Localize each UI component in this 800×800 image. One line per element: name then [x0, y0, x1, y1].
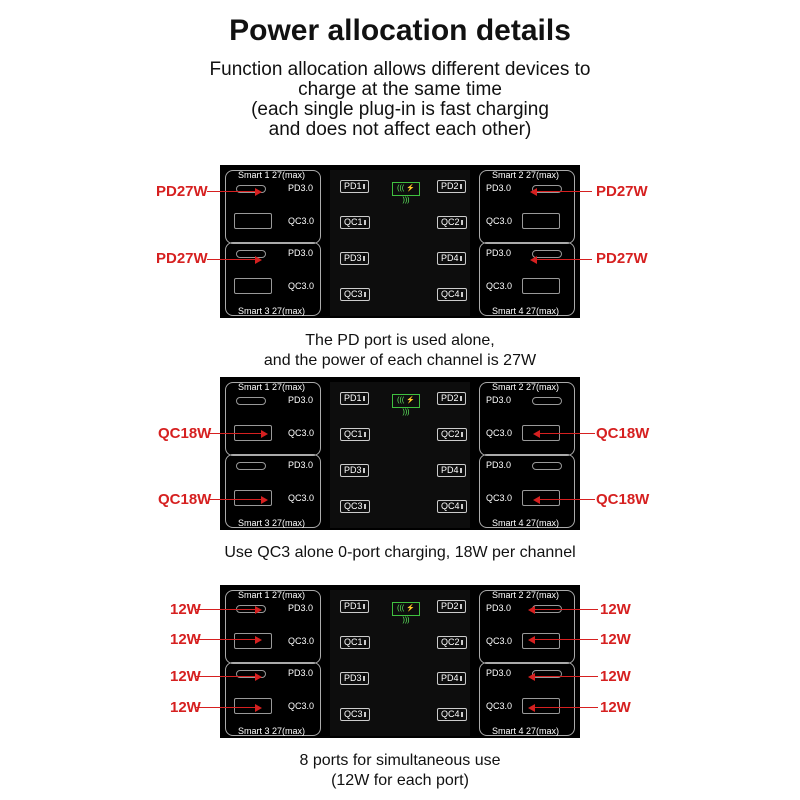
- smart-label: Smart 3 27(max): [238, 306, 306, 316]
- center-indicator-panel: [330, 170, 470, 316]
- caption-qc: [0, 543, 800, 563]
- qc-port-label: QC3.0: [486, 636, 513, 646]
- smart-1-group: [225, 590, 321, 664]
- arrow-line: [539, 499, 595, 500]
- smart-label: Smart 2 27(max): [492, 590, 560, 600]
- battery-tip-icon: [363, 256, 365, 261]
- arrow-line: [196, 639, 256, 640]
- arrow-line: [207, 191, 256, 192]
- charger-panel-all: [220, 585, 580, 738]
- arrow-line: [196, 676, 256, 677]
- caption-line: (12W for each port): [331, 772, 469, 789]
- caption-pd: [0, 331, 800, 371]
- pd-port-label: PD3.0: [288, 395, 314, 405]
- pd-port-label: PD3.0: [486, 668, 512, 678]
- wireless-charging-icon: ((( ⚡ ))): [392, 182, 420, 196]
- watt-label: 12W: [170, 631, 201, 648]
- port-indicator-badge: [340, 708, 370, 721]
- pd-port-label: PD3.0: [486, 183, 512, 193]
- caption-line: The PD port is used alone,: [305, 332, 495, 349]
- badge-label: PD1: [344, 601, 362, 611]
- center-indicator-panel: [330, 382, 470, 528]
- usb-a-port: [522, 213, 560, 229]
- arrow-line: [534, 639, 598, 640]
- usb-a-port: [234, 633, 272, 649]
- battery-tip-icon: [364, 220, 366, 225]
- badge-label: QC3: [344, 289, 363, 299]
- smart-label: Smart 1 27(max): [238, 170, 306, 180]
- battery-tip-icon: [363, 468, 365, 473]
- arrow-line: [208, 499, 262, 500]
- smart-4-group: [479, 242, 575, 316]
- port-indicator-badge: [340, 252, 369, 265]
- qc-port-label: QC3.0: [486, 701, 513, 711]
- qc-port-label: QC3.0: [486, 216, 513, 226]
- arrow-head-icon: [255, 606, 262, 614]
- watt-label: 12W: [600, 631, 631, 648]
- port-indicator-badge: [437, 600, 466, 613]
- arrow-line: [536, 259, 592, 260]
- battery-tip-icon: [363, 604, 365, 609]
- badge-label: PD2: [441, 393, 459, 403]
- qc-port-label: QC3.0: [288, 701, 315, 711]
- arrow-head-icon: [530, 188, 537, 196]
- usb-a-port: [234, 698, 272, 714]
- subtitle-line: and does not affect each other): [268, 119, 532, 140]
- badge-label: PD1: [344, 393, 362, 403]
- arrow-line: [196, 609, 256, 610]
- smart-4-group: [479, 454, 575, 528]
- watt-label: QC18W: [158, 425, 212, 442]
- arrow-line: [534, 609, 598, 610]
- smart-4-group: [479, 662, 575, 736]
- port-indicator-badge: [437, 672, 466, 685]
- battery-tip-icon: [460, 256, 462, 261]
- port-indicator-badge: [437, 216, 467, 229]
- battery-tip-icon: [460, 184, 462, 189]
- qc-port-label: QC3.0: [288, 636, 315, 646]
- usb-c-port: [532, 397, 562, 405]
- smart-3-group: [225, 662, 321, 736]
- watt-label: PD27W: [596, 183, 648, 200]
- usb-c-port: [236, 397, 266, 405]
- arrow-head-icon: [533, 496, 540, 504]
- arrow-head-icon: [533, 430, 540, 438]
- badge-label: PD1: [344, 181, 362, 191]
- caption-all: [0, 751, 800, 791]
- arrow-head-icon: [530, 256, 537, 264]
- usb-a-port: [234, 278, 272, 294]
- charger-panel-qc: [220, 377, 580, 530]
- port-indicator-badge: [340, 392, 369, 405]
- watt-label: 12W: [600, 601, 631, 618]
- pd-port-label: PD3.0: [288, 603, 314, 613]
- port-indicator-badge: [340, 288, 370, 301]
- smart-label: Smart 3 27(max): [238, 726, 306, 736]
- arrow-line: [539, 433, 595, 434]
- port-indicator-badge: [340, 428, 370, 441]
- watt-label: 12W: [600, 699, 631, 716]
- arrow-line: [534, 707, 598, 708]
- badge-label: PD3: [344, 673, 362, 683]
- watt-label: PD27W: [156, 183, 208, 200]
- arrow-head-icon: [261, 430, 268, 438]
- arrow-head-icon: [528, 704, 535, 712]
- badge-label: PD4: [441, 253, 459, 263]
- badge-label: QC1: [344, 429, 363, 439]
- battery-tip-icon: [461, 292, 463, 297]
- usb-a-port: [522, 278, 560, 294]
- battery-tip-icon: [461, 640, 463, 645]
- smart-label: Smart 4 27(max): [492, 518, 560, 528]
- badge-label: PD2: [441, 181, 459, 191]
- usb-a-port: [234, 213, 272, 229]
- badge-label: QC3: [344, 709, 363, 719]
- battery-tip-icon: [364, 712, 366, 717]
- badge-label: QC4: [441, 709, 460, 719]
- arrow-head-icon: [528, 673, 535, 681]
- caption-line: Use QC3 alone 0-port charging, 18W per channel: [224, 544, 576, 561]
- port-indicator-badge: [340, 216, 370, 229]
- arrow-head-icon: [255, 188, 262, 196]
- badge-label: QC3: [344, 501, 363, 511]
- pd-port-label: PD3.0: [288, 183, 314, 193]
- arrow-head-icon: [255, 256, 262, 264]
- subtitle-line: charge at the same time: [298, 79, 502, 100]
- smart-3-group: [225, 242, 321, 316]
- arrow-head-icon: [255, 636, 262, 644]
- watt-label: PD27W: [596, 250, 648, 267]
- caption-line: 8 ports for simultaneous use: [299, 752, 501, 769]
- port-indicator-badge: [340, 180, 369, 193]
- arrow-line: [196, 707, 256, 708]
- pd-port-label: PD3.0: [486, 395, 512, 405]
- subtitle: [0, 60, 800, 140]
- badge-label: PD4: [441, 465, 459, 475]
- battery-tip-icon: [363, 184, 365, 189]
- page-title: Power allocation details: [229, 14, 571, 47]
- battery-tip-icon: [460, 468, 462, 473]
- battery-tip-icon: [364, 504, 366, 509]
- smart-2-group: [479, 382, 575, 456]
- smart-label: Smart 4 27(max): [492, 726, 560, 736]
- subtitle-line: (each single plug-in is fast charging: [251, 99, 549, 120]
- battery-tip-icon: [460, 604, 462, 609]
- qc-port-label: QC3.0: [486, 428, 513, 438]
- battery-tip-icon: [461, 220, 463, 225]
- usb-c-port: [532, 462, 562, 470]
- arrow-line: [207, 259, 256, 260]
- smart-label: Smart 4 27(max): [492, 306, 560, 316]
- watt-label: 12W: [600, 668, 631, 685]
- smart-label: Smart 1 27(max): [238, 382, 306, 392]
- badge-label: QC2: [441, 429, 460, 439]
- port-indicator-badge: [437, 500, 467, 513]
- battery-tip-icon: [363, 676, 365, 681]
- wireless-charging-icon: ((( ⚡ ))): [392, 394, 420, 408]
- port-indicator-badge: [340, 672, 369, 685]
- smart-2-group: [479, 590, 575, 664]
- battery-tip-icon: [364, 292, 366, 297]
- smart-1-group: [225, 382, 321, 456]
- arrow-head-icon: [528, 636, 535, 644]
- smart-1-group: [225, 170, 321, 244]
- port-indicator-badge: [340, 600, 369, 613]
- port-indicator-badge: [340, 636, 370, 649]
- badge-label: QC2: [441, 637, 460, 647]
- port-indicator-badge: [437, 288, 467, 301]
- port-indicator-badge: [437, 464, 466, 477]
- watt-label: 12W: [170, 668, 201, 685]
- port-indicator-badge: [437, 252, 466, 265]
- battery-tip-icon: [461, 712, 463, 717]
- watt-label: 12W: [170, 601, 201, 618]
- badge-label: PD2: [441, 601, 459, 611]
- badge-label: QC4: [441, 501, 460, 511]
- watt-label: QC18W: [158, 491, 212, 508]
- pd-port-label: PD3.0: [288, 460, 314, 470]
- battery-tip-icon: [461, 504, 463, 509]
- badge-label: QC1: [344, 637, 363, 647]
- arrow-head-icon: [255, 704, 262, 712]
- smart-3-group: [225, 454, 321, 528]
- badge-label: PD3: [344, 253, 362, 263]
- badge-label: QC1: [344, 217, 363, 227]
- wireless-charging-icon: ((( ⚡ ))): [392, 602, 420, 616]
- usb-c-port: [236, 462, 266, 470]
- badge-label: PD4: [441, 673, 459, 683]
- qc-port-label: QC3.0: [288, 493, 315, 503]
- smart-label: Smart 3 27(max): [238, 518, 306, 528]
- port-indicator-badge: [437, 708, 467, 721]
- qc-port-label: QC3.0: [288, 281, 315, 291]
- arrow-head-icon: [255, 673, 262, 681]
- pd-port-label: PD3.0: [486, 603, 512, 613]
- watt-label: QC18W: [596, 425, 650, 442]
- badge-label: QC4: [441, 289, 460, 299]
- caption-line: and the power of each channel is 27W: [263, 352, 537, 369]
- port-indicator-badge: [340, 464, 369, 477]
- battery-tip-icon: [460, 676, 462, 681]
- qc-port-label: QC3.0: [486, 493, 513, 503]
- pd-port-label: PD3.0: [288, 248, 314, 258]
- badge-label: PD3: [344, 465, 362, 475]
- smart-label: Smart 2 27(max): [492, 170, 560, 180]
- pd-port-label: PD3.0: [486, 248, 512, 258]
- arrow-line: [536, 191, 592, 192]
- watt-label: 12W: [170, 699, 201, 716]
- battery-tip-icon: [460, 396, 462, 401]
- battery-tip-icon: [364, 640, 366, 645]
- port-indicator-badge: [437, 392, 466, 405]
- pd-port-label: PD3.0: [288, 668, 314, 678]
- qc-port-label: QC3.0: [288, 216, 315, 226]
- charger-panel-pd: [220, 165, 580, 318]
- smart-2-group: [479, 170, 575, 244]
- port-indicator-badge: [340, 500, 370, 513]
- center-indicator-panel: [330, 590, 470, 736]
- port-indicator-badge: [437, 180, 466, 193]
- battery-tip-icon: [363, 396, 365, 401]
- arrow-line: [208, 433, 262, 434]
- usb-a-port: [522, 490, 560, 506]
- watt-label: QC18W: [596, 491, 650, 508]
- smart-label: Smart 1 27(max): [238, 590, 306, 600]
- arrow-head-icon: [528, 606, 535, 614]
- subtitle-line: Function allocation allows different devices to: [209, 59, 591, 80]
- qc-port-label: QC3.0: [288, 428, 315, 438]
- pd-port-label: PD3.0: [486, 460, 512, 470]
- qc-port-label: QC3.0: [486, 281, 513, 291]
- port-indicator-badge: [437, 428, 467, 441]
- watt-label: PD27W: [156, 250, 208, 267]
- arrow-head-icon: [261, 496, 268, 504]
- smart-label: Smart 2 27(max): [492, 382, 560, 392]
- badge-label: QC2: [441, 217, 460, 227]
- arrow-line: [534, 676, 598, 677]
- port-indicator-badge: [437, 636, 467, 649]
- battery-tip-icon: [461, 432, 463, 437]
- battery-tip-icon: [364, 432, 366, 437]
